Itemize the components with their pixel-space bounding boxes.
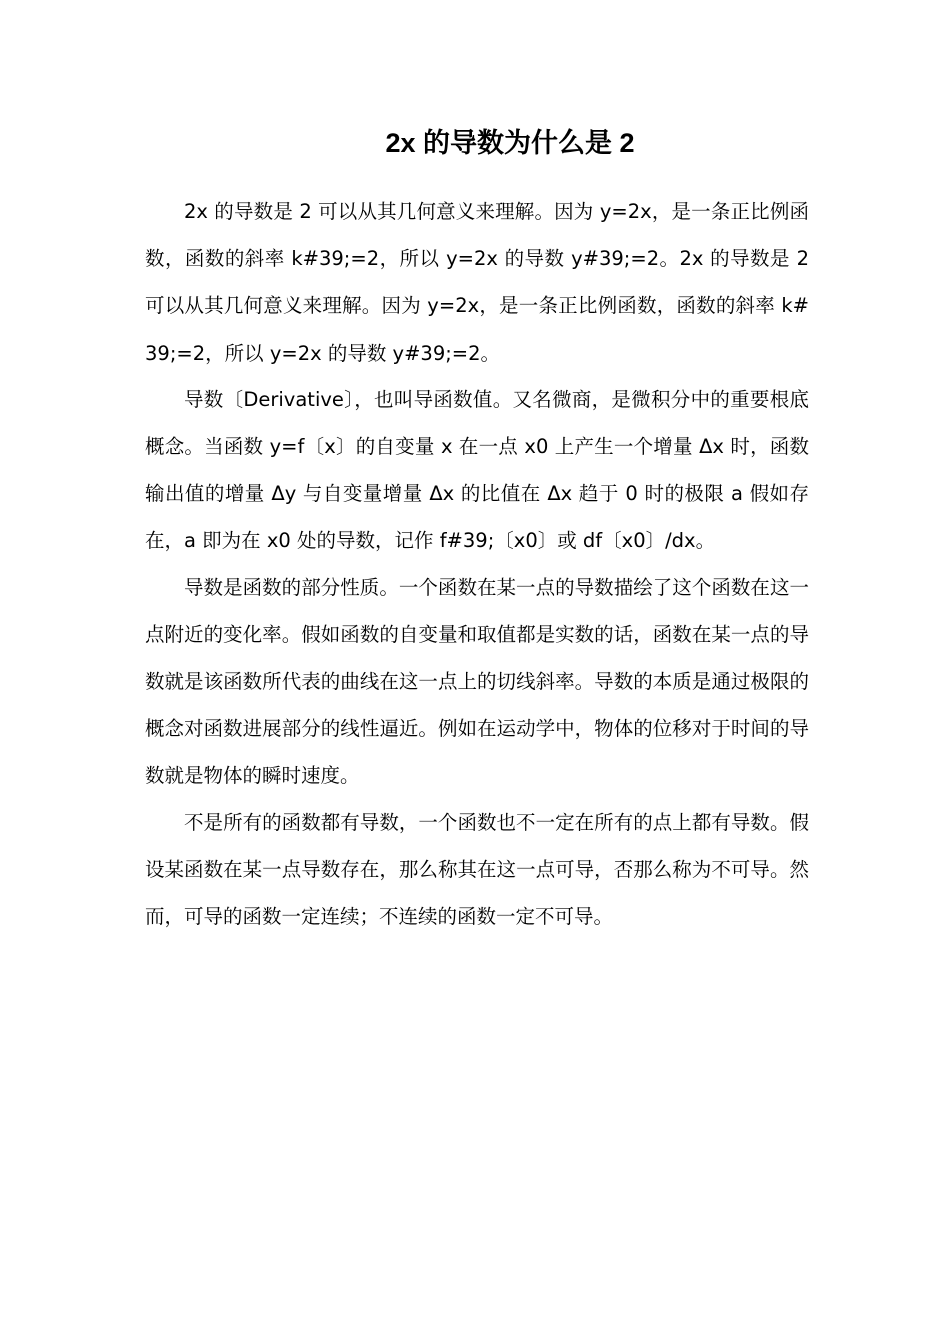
- paragraph-4: 不是所有的函数都有导数，一个函数也不一定在所有的点上都有导数。假设某函数在某一点导数存在，那么称其在这一点可导，否那么称为不可导。然而，可导的函数一定连续；不连续的函数一定不可导。: [145, 810, 809, 929]
- document-body: [145, 188, 809, 939]
- paragraph-2: 导数〔Derivative〕，也叫导函数值。又名微商，是微积分中的重要根底概念。当函数 y=f〔x〕的自变量 x 在一点 x0 上产生一个增量 Δx 时，函数输出值的增量 Δy 与自变量增量 Δx 的比值在 Δx 趋于 0 时的极限 a 假如存在，a 即为在 x0 处的导数，记作 f#39;〔x0〕或 df〔x0〕/dx。: [145, 387, 809, 553]
- paragraph-1: 2x 的导数是 2 可以从其几何意义来理解。因为 y=2x，是一条正比例函数，函数的斜率 k#39;=2，所以 y=2x 的导数 y#39;=2。2x 的导数是 2 可以从其几何意义来理解。因为 y=2x，是一条正比例函数，函数的斜率 k#39;=2，所以 y=2x 的导数 y#39;=2。: [145, 200, 809, 365]
- paragraph-3: 导数是函数的部分性质。一个函数在某一点的导数描绘了这个函数在这一点附近的变化率。假如函数的自变量和取值都是实数的话，函数在某一点的导数就是该函数所代表的曲线在这一点上的切线斜率。导数的本质是通过极限的概念对函数进展部分的线性逼近。例如在运动学中，物体的位移对于时间的导数就是物体的瞬时速度。: [145, 575, 809, 788]
- document-title: 2x 的导数为什么是 2: [385, 128, 635, 158]
